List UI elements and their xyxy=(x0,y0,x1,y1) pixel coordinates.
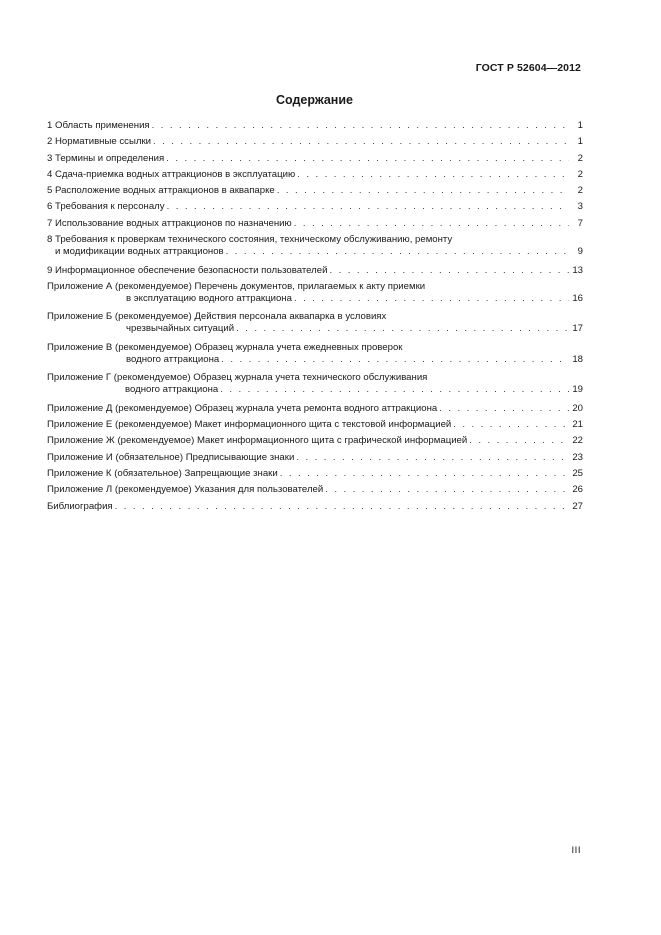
toc-entry[interactable] xyxy=(47,201,583,213)
dot-leader xyxy=(294,293,569,305)
toc-entry-page: 2 xyxy=(577,185,583,197)
dot-leader xyxy=(152,120,569,132)
toc-entry-page: 22 xyxy=(572,435,583,447)
toc-entry-title-line2: чрезвычайных ситуаций xyxy=(126,323,235,335)
dot-leader xyxy=(453,419,569,431)
dot-leader xyxy=(226,246,569,258)
toc-entry-page: 26 xyxy=(572,484,583,496)
dot-leader xyxy=(280,468,569,480)
dot-leader xyxy=(167,201,569,213)
toc-entry-title: Приложение К (обязательное) Запрещающие знаки xyxy=(47,468,278,480)
toc-entry-page: 1 xyxy=(577,120,583,131)
toc-entry[interactable] xyxy=(47,501,583,513)
toc-entry-page: 20 xyxy=(572,402,583,414)
toc-entry[interactable] xyxy=(47,234,583,258)
toc-entry[interactable] xyxy=(47,419,583,431)
toc-entry-title: Приложение Л (рекомендуемое) Указания для пользователей xyxy=(47,484,324,496)
toc-entry[interactable] xyxy=(47,452,583,464)
dot-leader xyxy=(166,153,569,165)
toc-entry[interactable] xyxy=(47,153,583,165)
dot-leader xyxy=(296,452,569,464)
toc-entry-page: 3 xyxy=(577,201,583,213)
dot-leader xyxy=(153,136,569,148)
dot-leader xyxy=(221,354,569,366)
toc-entry-page: 16 xyxy=(572,292,583,304)
toc-entry-page: 2 xyxy=(577,152,583,164)
toc-entry[interactable] xyxy=(47,372,583,396)
toc-entry-page: 19 xyxy=(572,384,583,396)
toc-entry-title: Приложение Д (рекомендуемое) Образец журнала учета ремонта водного аттракциона xyxy=(47,402,438,414)
toc-entry-page: 1 xyxy=(577,136,583,148)
toc-title: Содержание xyxy=(275,93,353,107)
table-of-contents xyxy=(47,120,583,517)
toc-entry-title: Приложение Ж (рекомендуемое) Макет информационного щита с графической информацией xyxy=(47,435,468,447)
toc-entry-page: 2 xyxy=(577,168,583,180)
toc-entry-title-line2: водного аттракциона xyxy=(125,384,219,396)
toc-entry[interactable] xyxy=(47,484,583,496)
toc-entry-title: 4 Сдача-приемка водных аттракционов в эксплуатацию xyxy=(47,168,296,180)
dot-leader xyxy=(439,403,569,415)
dot-leader xyxy=(236,323,569,335)
toc-entry-title: 5 Расположение водных аттракционов в аквапарке xyxy=(47,185,275,197)
toc-entry-title: 7 Использование водных аттракционов по назначению xyxy=(47,217,292,229)
toc-entry[interactable] xyxy=(47,185,583,197)
toc-entry-title-line2: водного аттракциона xyxy=(126,353,220,365)
dot-leader xyxy=(115,501,569,513)
toc-entry-title-line1: Приложение В (рекомендуемое) Образец журнала учета ежедневных проверок xyxy=(47,341,403,353)
dot-leader xyxy=(220,384,569,396)
toc-entry-title-line2: и модификации водных аттракционов xyxy=(55,246,224,258)
dot-leader xyxy=(277,185,569,197)
toc-entry[interactable] xyxy=(47,435,583,447)
toc-entry-title: 6 Требования к персоналу xyxy=(47,201,165,213)
toc-entry-title: Приложение И (обязательное) Предписывающие знаки xyxy=(47,451,295,463)
document-code: ГОСТ Р 52604—2012 xyxy=(475,62,581,74)
toc-entry-page: 18 xyxy=(572,353,583,365)
toc-entry[interactable] xyxy=(47,342,583,366)
dot-leader xyxy=(329,265,569,277)
toc-entry-title-line1: 8 Требования к проверкам технического состояния, техническому обслуживанию, ремонту xyxy=(47,234,453,246)
toc-entry-title: 3 Термины и определения xyxy=(47,152,165,164)
toc-entry-page: 21 xyxy=(572,419,583,431)
toc-entry-title: 9 Информационное обеспечение безопасности пользователей xyxy=(47,264,328,276)
toc-entry-page: 27 xyxy=(572,500,583,512)
toc-entry-page: 25 xyxy=(572,468,583,480)
page-number: III xyxy=(571,845,581,856)
toc-entry[interactable] xyxy=(47,265,583,277)
toc-entry-title-line1: Приложение А (рекомендуемое) Перечень документов, прилагаемых к акту приемки xyxy=(47,280,426,292)
toc-entry-page: 13 xyxy=(572,264,583,276)
toc-entry[interactable] xyxy=(47,136,583,148)
toc-entry-title: Библиография xyxy=(47,500,113,512)
toc-entry-page: 23 xyxy=(572,451,583,463)
toc-entry[interactable] xyxy=(47,218,583,230)
toc-entry-title: Приложение Е (рекомендуемое) Макет информационного щита с текстовой информацией xyxy=(47,419,452,431)
toc-entry[interactable] xyxy=(47,403,583,415)
toc-entry-page: 9 xyxy=(577,246,583,258)
toc-entry[interactable] xyxy=(47,120,583,132)
dot-leader xyxy=(469,435,569,447)
dot-leader xyxy=(297,169,569,181)
dot-leader xyxy=(294,218,569,230)
toc-entry-title: 1 Область применения xyxy=(47,120,150,131)
toc-entry[interactable] xyxy=(47,311,583,335)
toc-entry-title-line1: Приложение Б (рекомендуемое) Действия персонала аквапарка в условиях xyxy=(47,311,387,323)
toc-entry-page: 17 xyxy=(572,323,583,335)
toc-entry-page: 7 xyxy=(577,217,583,229)
toc-entry[interactable] xyxy=(47,281,583,305)
toc-entry[interactable] xyxy=(47,468,583,480)
dot-leader xyxy=(325,484,569,496)
toc-entry[interactable] xyxy=(47,169,583,181)
toc-entry-title-line2: в эксплуатацию водного аттракциона xyxy=(126,292,292,304)
toc-entry-title-line1: Приложение Г (рекомендуемое) Образец журнала учета технического обслуживания xyxy=(47,372,428,384)
toc-entry-title: 2 Нормативные ссылки xyxy=(47,136,152,148)
